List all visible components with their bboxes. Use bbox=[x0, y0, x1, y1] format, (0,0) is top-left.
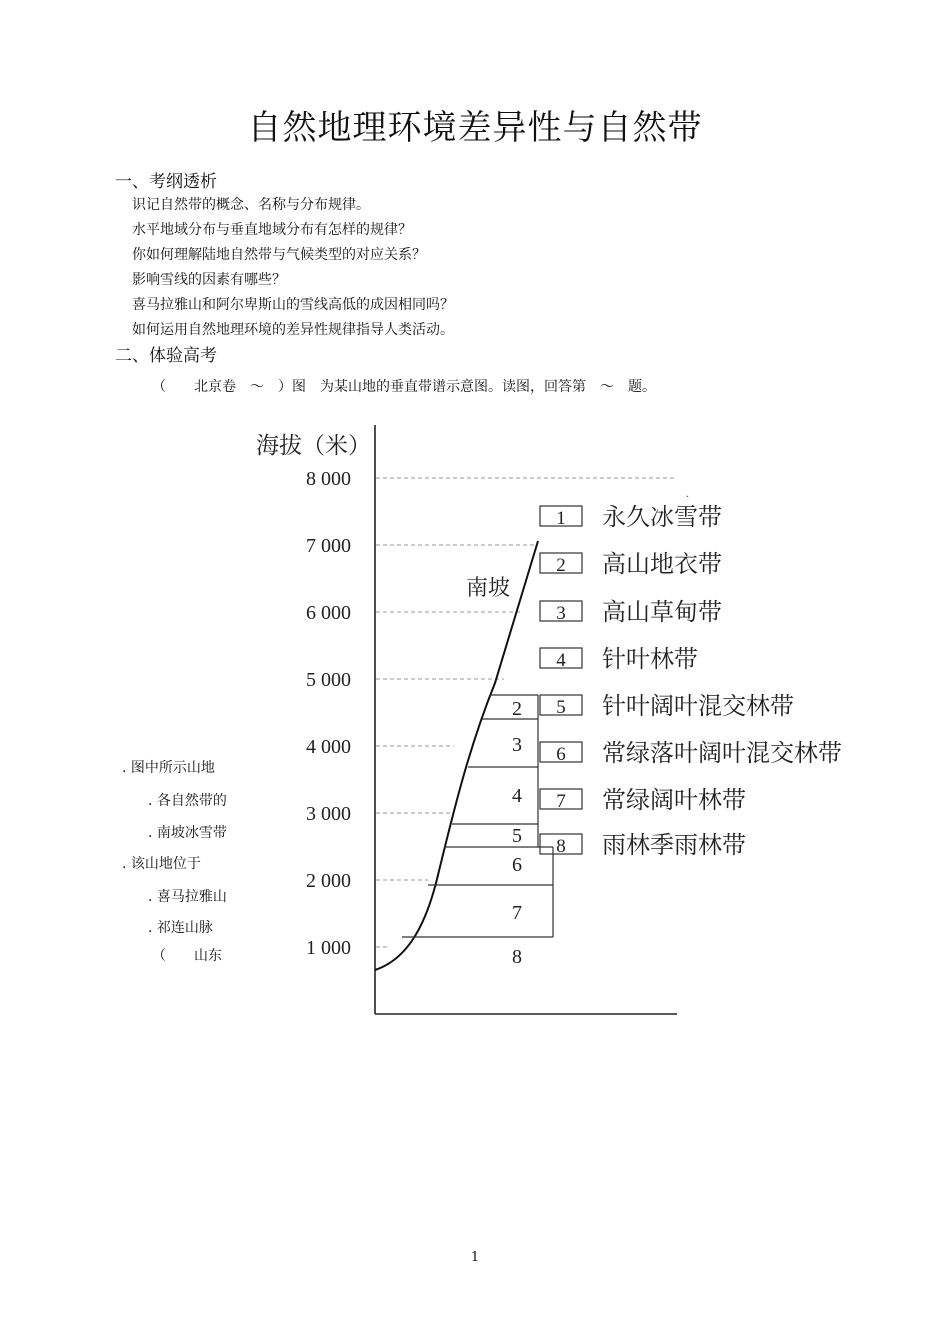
zone-number: 3 bbox=[512, 734, 522, 756]
zone-number: 8 bbox=[512, 946, 522, 968]
y-axis-label: 海拔（米） bbox=[256, 433, 371, 458]
outline-item: 水平地域分布与垂直地域分布有怎样的规律？ bbox=[132, 222, 412, 238]
outline-item: 你如何理解陆地自然带与气候类型的对应关系？ bbox=[132, 247, 426, 263]
legend-name: 常绿落叶阔叶混交林带 bbox=[602, 741, 842, 767]
outline-item: 影响雪线的因素有哪些？ bbox=[132, 272, 286, 288]
legend-name: 永久冰雪带 bbox=[602, 505, 722, 531]
legend-name: 针叶阔叶混交林带 bbox=[602, 694, 794, 720]
legend-number: 3 bbox=[556, 603, 566, 624]
question-1-option-b: . 南坡冰雪带 bbox=[148, 825, 227, 841]
legend-number: 8 bbox=[556, 836, 566, 857]
question-1: . 图中所示山地 bbox=[122, 760, 215, 776]
legend-name: 高山草甸带 bbox=[602, 600, 722, 626]
dot-mark: . bbox=[686, 486, 689, 500]
question-2-option-a: . 喜马拉雅山 bbox=[148, 889, 227, 905]
legend-number: 6 bbox=[556, 744, 566, 765]
legend-name: 雨林季雨林带 bbox=[602, 833, 746, 859]
page-number: 1 bbox=[470, 1250, 480, 1265]
question-2: . 该山地位于 bbox=[122, 856, 201, 872]
section-heading-2: 二、体验高考 bbox=[115, 346, 217, 366]
y-tick-label: 6 000 bbox=[306, 602, 351, 624]
outline-item: 识记自然带的概念、名称与分布规律。 bbox=[132, 197, 370, 213]
page-title: 自然地理环境差异性与自然带 bbox=[247, 108, 703, 148]
question-1-option-a: . 各自然带的 bbox=[148, 793, 227, 809]
y-tick-label: 1 000 bbox=[306, 937, 351, 959]
legend-number: 1 bbox=[556, 508, 566, 529]
legend-number: 2 bbox=[556, 555, 566, 576]
y-tick-label: 2 000 bbox=[306, 870, 351, 892]
section-heading-1: 一、考纲透析 bbox=[115, 172, 217, 192]
zone-number: 2 bbox=[512, 698, 522, 720]
legend-name: 常绿阔叶林带 bbox=[602, 788, 746, 814]
legend-number: 5 bbox=[556, 697, 566, 718]
legend-number: 7 bbox=[556, 791, 566, 812]
zone-number: 6 bbox=[512, 854, 522, 876]
y-tick-label: 3 000 bbox=[306, 803, 351, 825]
vertical-zonation-figure bbox=[240, 415, 880, 1020]
zone-number: 4 bbox=[512, 785, 522, 807]
legend-name: 针叶林带 bbox=[602, 647, 698, 673]
question-2-option-b: . 祁连山脉 bbox=[148, 920, 213, 936]
y-tick-label: 5 000 bbox=[306, 669, 351, 691]
legend-number: 4 bbox=[556, 650, 566, 671]
y-tick-label: 8 000 bbox=[306, 468, 351, 490]
next-question-intro: （ 山东 bbox=[152, 948, 222, 964]
question-intro: （ 北京卷 ～ ）图 为某山地的垂直带谱示意图。读图，回答第 ～ 题。 bbox=[152, 379, 656, 395]
zone-number: 7 bbox=[512, 902, 522, 924]
outline-item: 喜马拉雅山和阿尔卑斯山的雪线高低的成因相同吗？ bbox=[132, 297, 454, 313]
slope-label: 南坡 bbox=[466, 575, 511, 600]
legend-name: 高山地衣带 bbox=[602, 552, 722, 578]
y-tick-label: 7 000 bbox=[306, 535, 351, 557]
outline-item: 如何运用自然地理环境的差异性规律指导人类活动。 bbox=[132, 322, 454, 338]
y-tick-label: 4 000 bbox=[306, 736, 351, 758]
zone-number: 5 bbox=[512, 825, 522, 847]
